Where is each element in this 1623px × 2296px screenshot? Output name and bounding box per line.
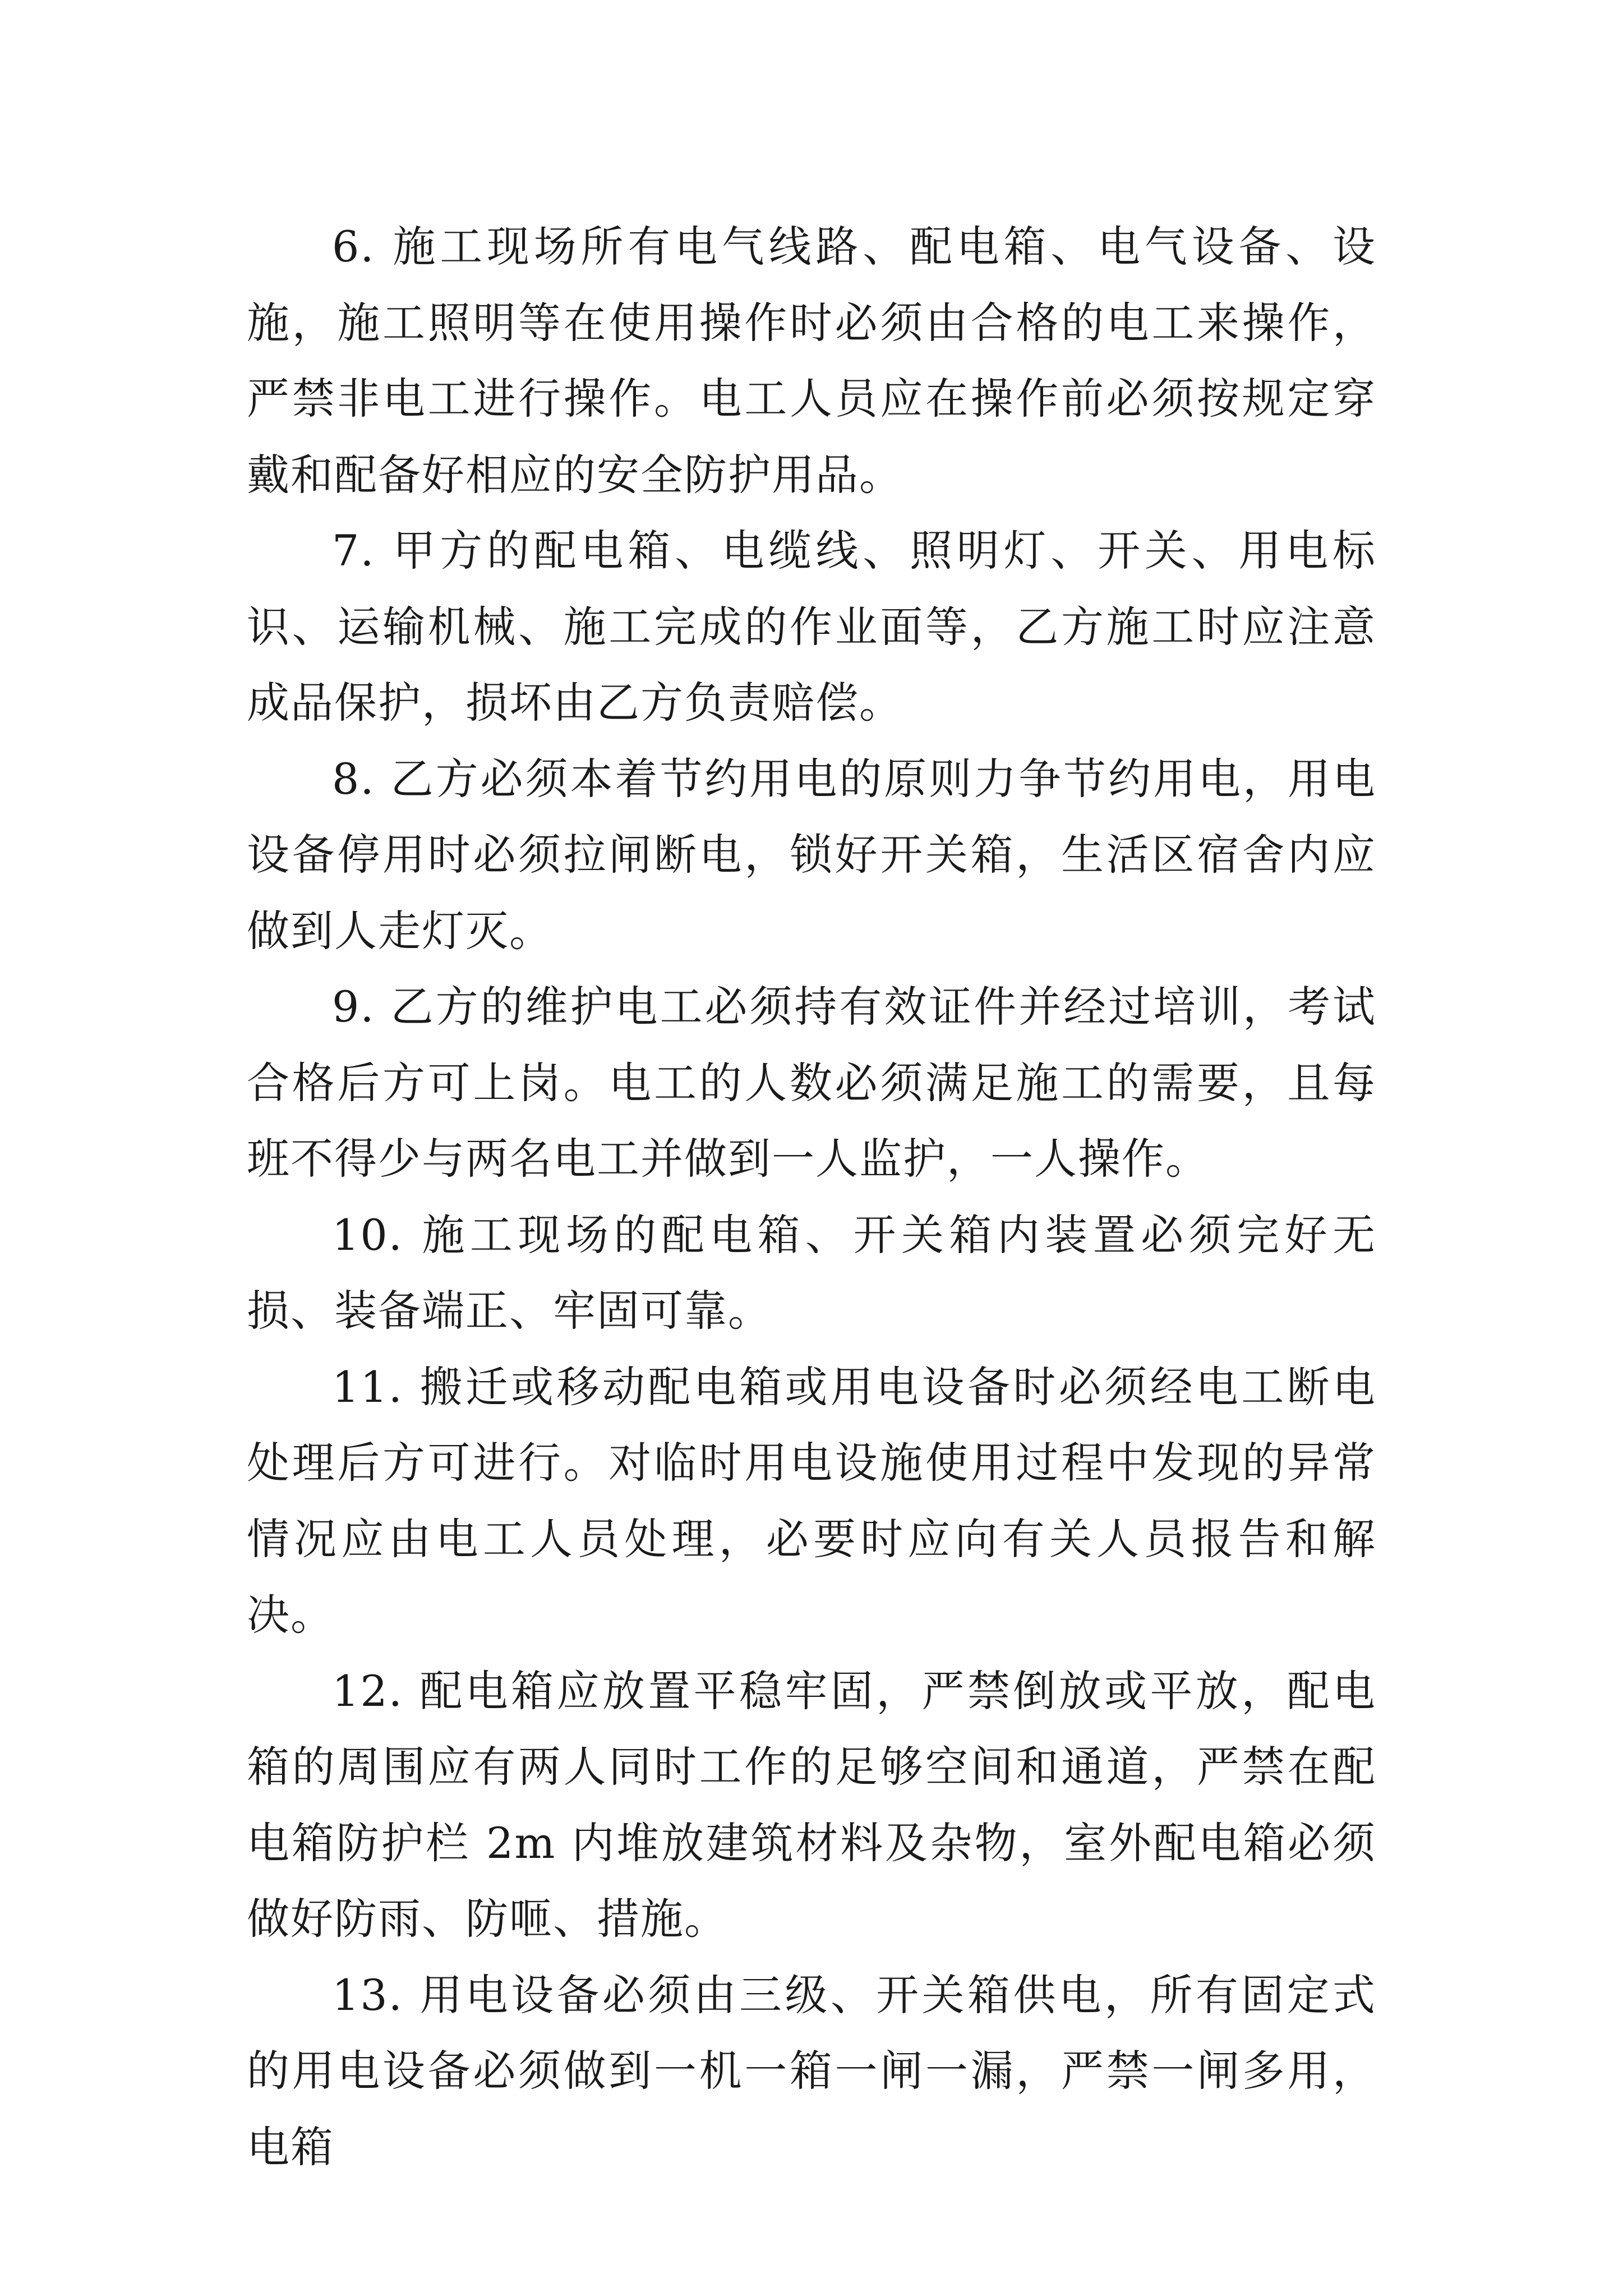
paragraph-12: 12. 配电箱应放置平稳牢固，严禁倒放或平放，配电箱的周围应有两人同时工作的足够空间和通道，严禁在配电箱防护栏 2m 内堆放建筑材料及杂物，室外配电箱必须做好防雨、防咂、措施。 xyxy=(247,1665,1376,1944)
paragraph-8: 8. 乙方必须本着节约用电的原则力争节约用电，用电设备停用时必须拉闸断电，锁好开关箱，生活区宿舍内应做到人走灯灭。 xyxy=(247,753,1376,956)
paragraph-9: 9. 乙方的维护电工必须持有效证件并经过培训，考试合格后方可上岗。电工的人数必须满足施工的需要，且每班不得少与两名电工并做到一人监护，一人操作。 xyxy=(247,982,1376,1184)
paragraph-7: 7. 甲方的配电箱、电缆线、照明灯、开关、用电标识、运输机械、施工完成的作业面等，乙方施工时应注意成品保护，损坏由乙方负责赔偿。 xyxy=(247,526,1376,728)
paragraph-6: 6. 施工现场所有电气线路、配电箱、电气设备、设施，施工照明等在使用操作时必须由合格的电工来操作，严禁非电工进行操作。电工人员应在操作前必须按规定穿戴和配备好相应的安全防护用品。 xyxy=(247,222,1376,500)
paragraph-13: 13. 用电设备必须由三级、开关箱供电，所有固定式的用电设备必须做到一机一箱一闸一漏，严禁一闸多用，电箱 xyxy=(247,1970,1376,2172)
paragraph-11: 11. 搬迁或移动配电箱或用电设备时必须经电工断电处理后方可进行。对临时用电设施使用过程中发现的异常情况应由电工人员处理，必要时应向有关人员报告和解决。 xyxy=(247,1361,1376,1640)
paragraph-10: 10. 施工现场的配电箱、开关箱内装置必须完好无损、装备端正、牢固可靠。 xyxy=(247,1209,1376,1336)
document-body xyxy=(247,209,1376,2185)
